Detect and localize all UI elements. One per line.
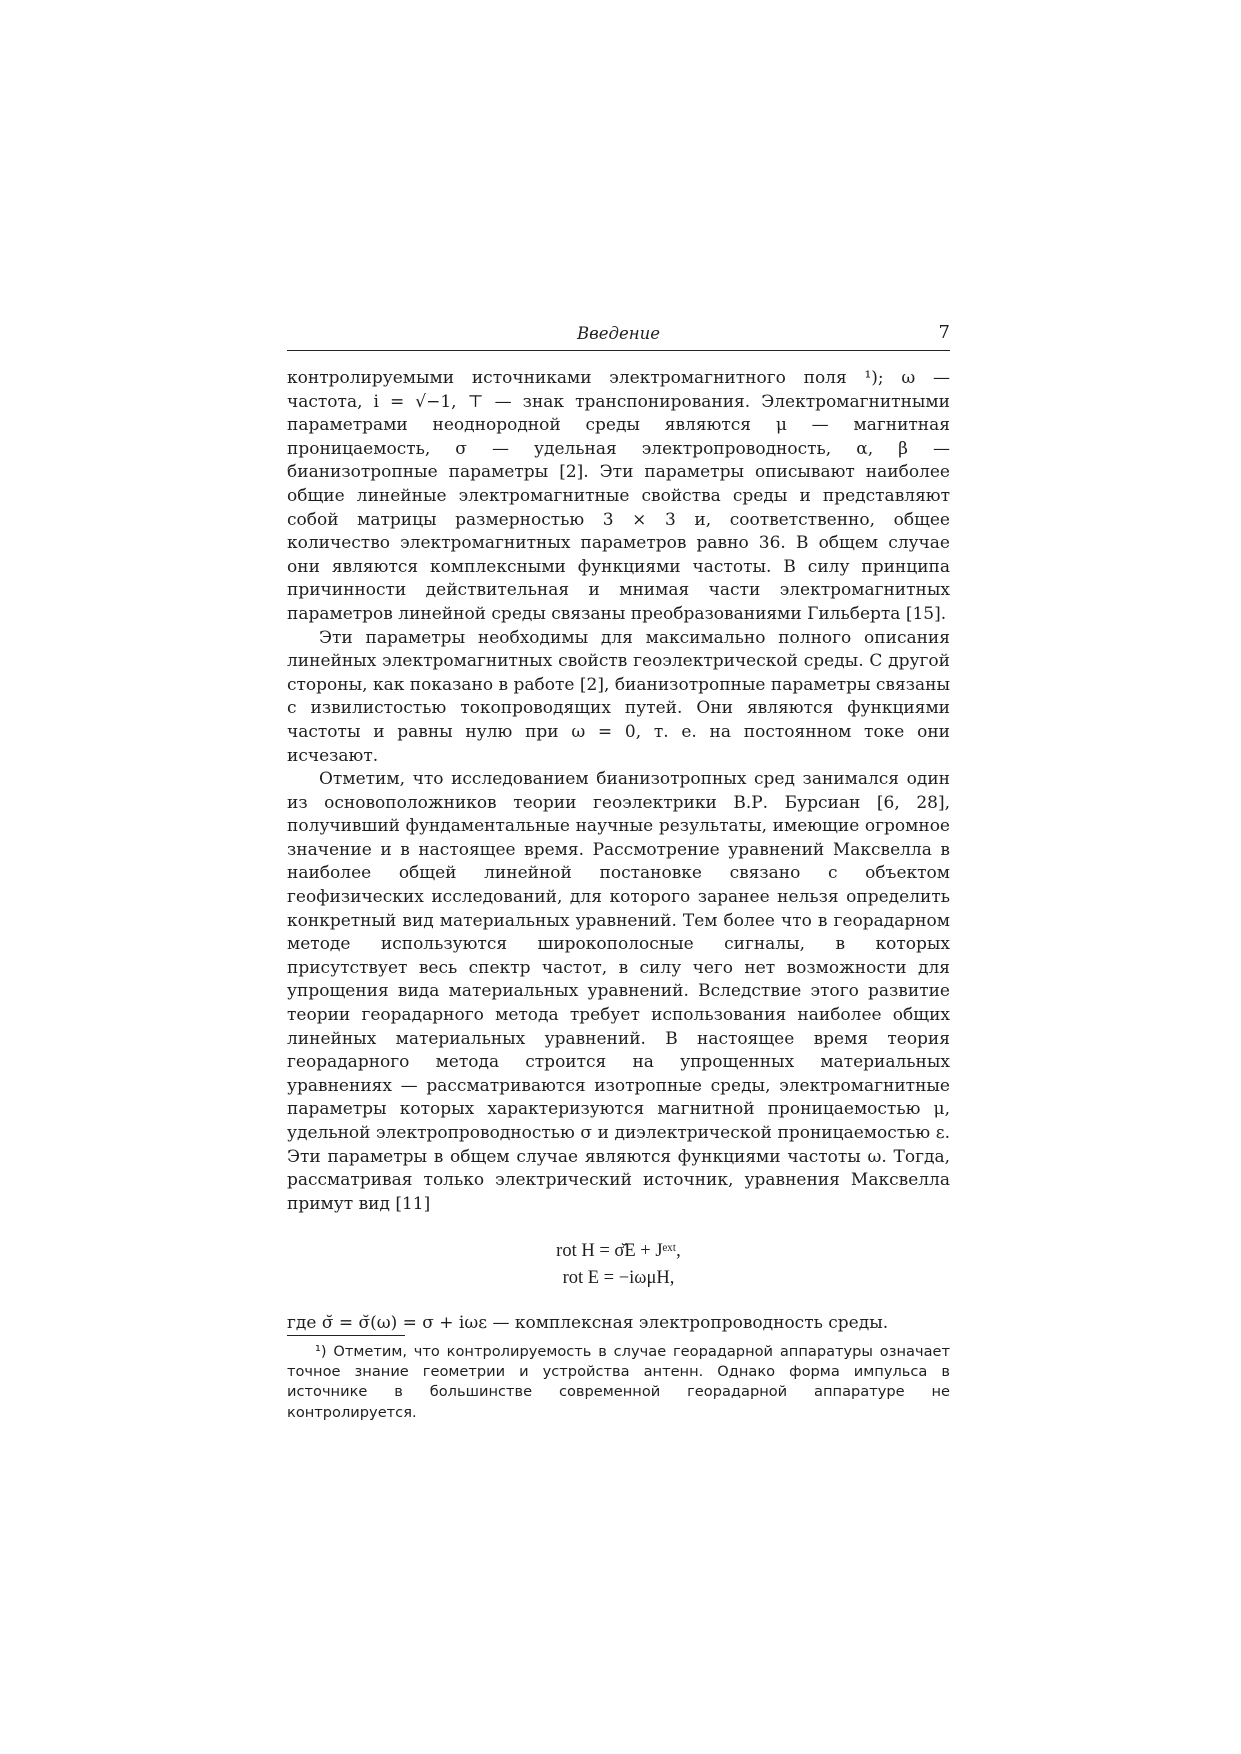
maxwell-equations [287, 1238, 950, 1292]
paragraph-after-equations: где σ̆ = σ̆(ω) = σ + iωε — комплексная электропроводность среды. [287, 1313, 889, 1334]
main-text [287, 367, 950, 1336]
paragraph-3: Отметим, что исследованием бианизотропных сред занимался один из основоположников теории геоэлектрики В.Р. Бурсиан [6, 28], получивший фундаментальные научные результаты, имеющие огромное значение и в настоящее время. Рассмотрение уравнений Максвелла в наиболее общей линейной постановке связано с объектом геофизических исследований, для которого заранее нельзя определить конкретный вид материальных уравнений. Тем более что в георадарном методе используются широкополосные сигналы, в которых присутствует весь спектр частот, в силу чего нет возможности для упрощения вида материальных уравнений. Вследствие этого развитие теории георадарного метода требует использования наиболее общих линейных материальных уравнений. В настоящее время теория георадарного метода строится на упрощенных материальных уравнениях — рассматриваются изотропные среды, электромагнитные параметры которых характеризуются магнитной проницаемостью μ, удельной электропроводностью σ и диэлектрической проницаемостью ε. Эти параметры в общем случае являются функциями частоты ω. Тогда, рассматривая только электрический источник, уравнения Максвелла примут вид [11] [287, 769, 950, 1214]
equation-1: rot H = σ̆E + Jᵉˣᵗ, [556, 1241, 681, 1262]
footnote-text: ¹) Отметим, что контролируемость в случае георадарной аппаратуры означает точное знание геометрии и устройства антенн. Однако форма импульса в источнике в большинстве современной георадарной аппаратуре не контролируется. [287, 1343, 950, 1421]
paragraph-2: Эти параметры необходимы для максимально полного описания линейных электромагнитных свойств геоэлектрической среды. С другой стороны, как показано в работе [2], бианизотропные параметры связаны с извилистостью токопроводящих путей. Они являются функциями частоты и равны нулю при ω = 0, т. е. на постоянном токе они исчезают. [287, 627, 950, 766]
paragraph-1: контролируемыми источниками электромагнитного поля ¹); ω — частота, i = √−1, ⊤ — знак транспонирования. Электромагнитными параметрами неоднородной среды являются μ — магнитная проницаемость, σ — удельная электропроводность, α, β — бианизотропные параметры [2]. Эти параметры описывают наиболее общие линейные электромагнитные свойства среды и представляют собой матрицы размерностью 3 × 3 и, соответственно, общее количество электромагнитных параметров равно 36. В общем случае они являются комплексными функциями частоты. В силу принципа причинности действительная и мнимая части электромагнитных параметров линейной среды связаны преобразованиями Гильберта [15]. [287, 368, 950, 624]
equation-2: rot E = −iωμH, [562, 1268, 675, 1289]
running-header [287, 320, 950, 351]
footnote-rule [287, 1335, 405, 1336]
footnote [287, 1342, 950, 1423]
section-title: Введение [577, 324, 660, 343]
page-number: 7 [938, 322, 950, 343]
